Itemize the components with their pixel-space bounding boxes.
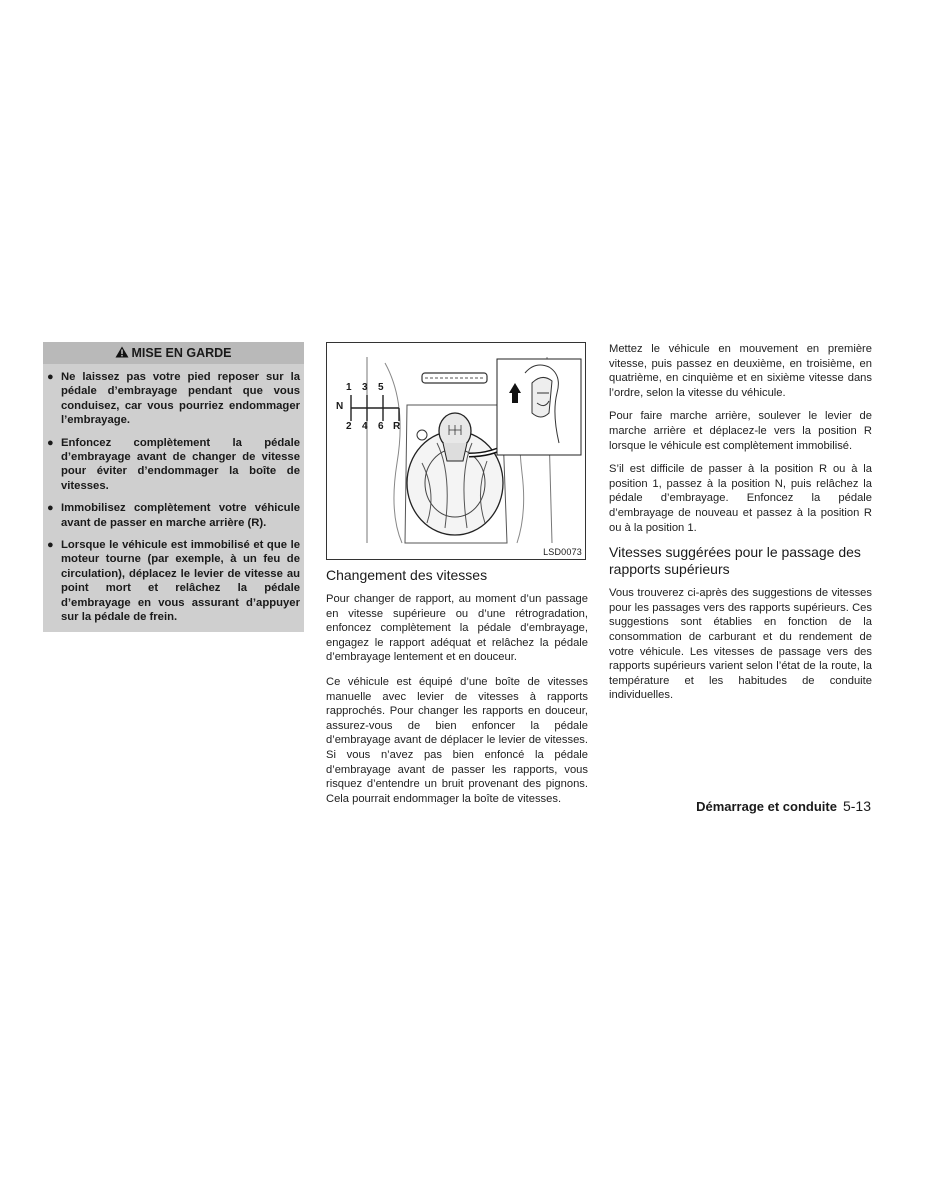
gear-label: 3: [362, 382, 368, 393]
section-heading: Vitesses suggérées pour le passage des rapports supérieurs: [609, 544, 861, 578]
paragraph: S’il est difficile de passer à la position R ou à la position 1, passez à la position N, puis relâchez la pédale d’embrayage. Enfoncez la pédale d’embrayage de nouveau et passez à la position R ou à la position 1.: [609, 463, 872, 534]
paragraph: Vous trouverez ci-après des suggestions de vitesses pour les passages vers des rapports supérieurs. Ces suggestions sont établies en fonction de la consommation de carburant et du rendement de votre véhicule. Les vitesses de passage vers des rapports supérieurs varient selon l’état de la route, la température et les habitudes de conduite individuelles.: [609, 587, 872, 702]
caution-item: ● Enfoncez complètement la pédale d’embrayage avant de changer de vitesse pour éviter d’endommager la boîte de vitesses.: [47, 436, 300, 492]
caution-box: [43, 342, 304, 632]
section-heading: Changement des vitesses: [326, 567, 488, 583]
page-number: 5-13: [842, 798, 871, 814]
bullet-icon: ●: [47, 502, 54, 515]
bullet-icon: ●: [47, 371, 54, 383]
caution-list: [43, 370, 304, 625]
gear-label: 5: [378, 382, 384, 393]
warning-triangle-icon: [115, 346, 129, 358]
middle-column: [326, 342, 588, 806]
gear-label: R: [393, 421, 401, 432]
caution-item: ● Ne laissez pas votre pied reposer sur la pédale d’embrayage pendant que vous conduisez, car vous pourriez endommager l’embrayage.: [47, 371, 300, 427]
gear-shift-drawing: [327, 343, 585, 559]
gear-shift-illustration: [326, 342, 586, 560]
caution-item: ● Lorsque le véhicule est immobilisé et que le moteur tourne (par exemple, à un feu de circulation), déplacez le levier de vitesse au point mort et relâchez la pédale d’embrayage en vous assurant d’appuyer sur la pédale de frein.: [47, 539, 300, 624]
paragraph: Ce véhicule est équipé d’une boîte de vitesses manuelle avec levier de vitesses à rapports rapprochés. Pour changer les rapports en douceur, assurez-vous de bien enfoncer la pédale d’embrayage avant de déplacer le levier de vitesses. Si vous n’avez pas bien enfoncé la pédale d’embrayage avant de passer les rapports, vous risquez d’entendre un bruit provenant des pignons. Cela pourrait endommager la boîte de vitesses.: [326, 675, 588, 805]
page-footer: [696, 798, 871, 814]
gear-label: N: [336, 401, 344, 412]
bullet-icon: ●: [47, 436, 54, 449]
bullet-icon: ●: [47, 539, 54, 552]
gear-label: 1: [346, 382, 352, 393]
caution-item: ● Immobilisez complètement votre véhicule avant de passer en marche arrière (R).: [47, 502, 300, 529]
paragraph: Mettez le véhicule en mouvement en première vitesse, puis passez en deuxième, en troisième, en quatrième, en cinquième et en sixième vitesse dans l’ordre, selon la vitesse du véhicule.: [609, 343, 872, 399]
caution-header: [43, 342, 304, 364]
footer-section-title: Démarrage et conduite: [696, 799, 837, 814]
gear-label: 6: [378, 421, 384, 432]
gear-label: 4: [362, 421, 368, 432]
paragraph: Pour changer de rapport, au moment d’un passage en vitesse supérieure ou d’une rétrogradation, enfoncez complètement la pédale d’embrayage, engagez le rapport adéquat et relâchez la pédale d’embrayage lentement et en douceur.: [326, 593, 588, 664]
gear-label: 2: [346, 421, 352, 432]
paragraph: Pour faire marche arrière, soulever le levier de marche arrière et déplacez-le vers la position R lorsque le véhicule est complètement immobilisé.: [609, 410, 872, 452]
figure-code: LSD0073: [543, 547, 582, 557]
caution-title: MISE EN GARDE: [131, 346, 232, 360]
right-column: [609, 342, 872, 712]
left-column: [43, 342, 304, 632]
